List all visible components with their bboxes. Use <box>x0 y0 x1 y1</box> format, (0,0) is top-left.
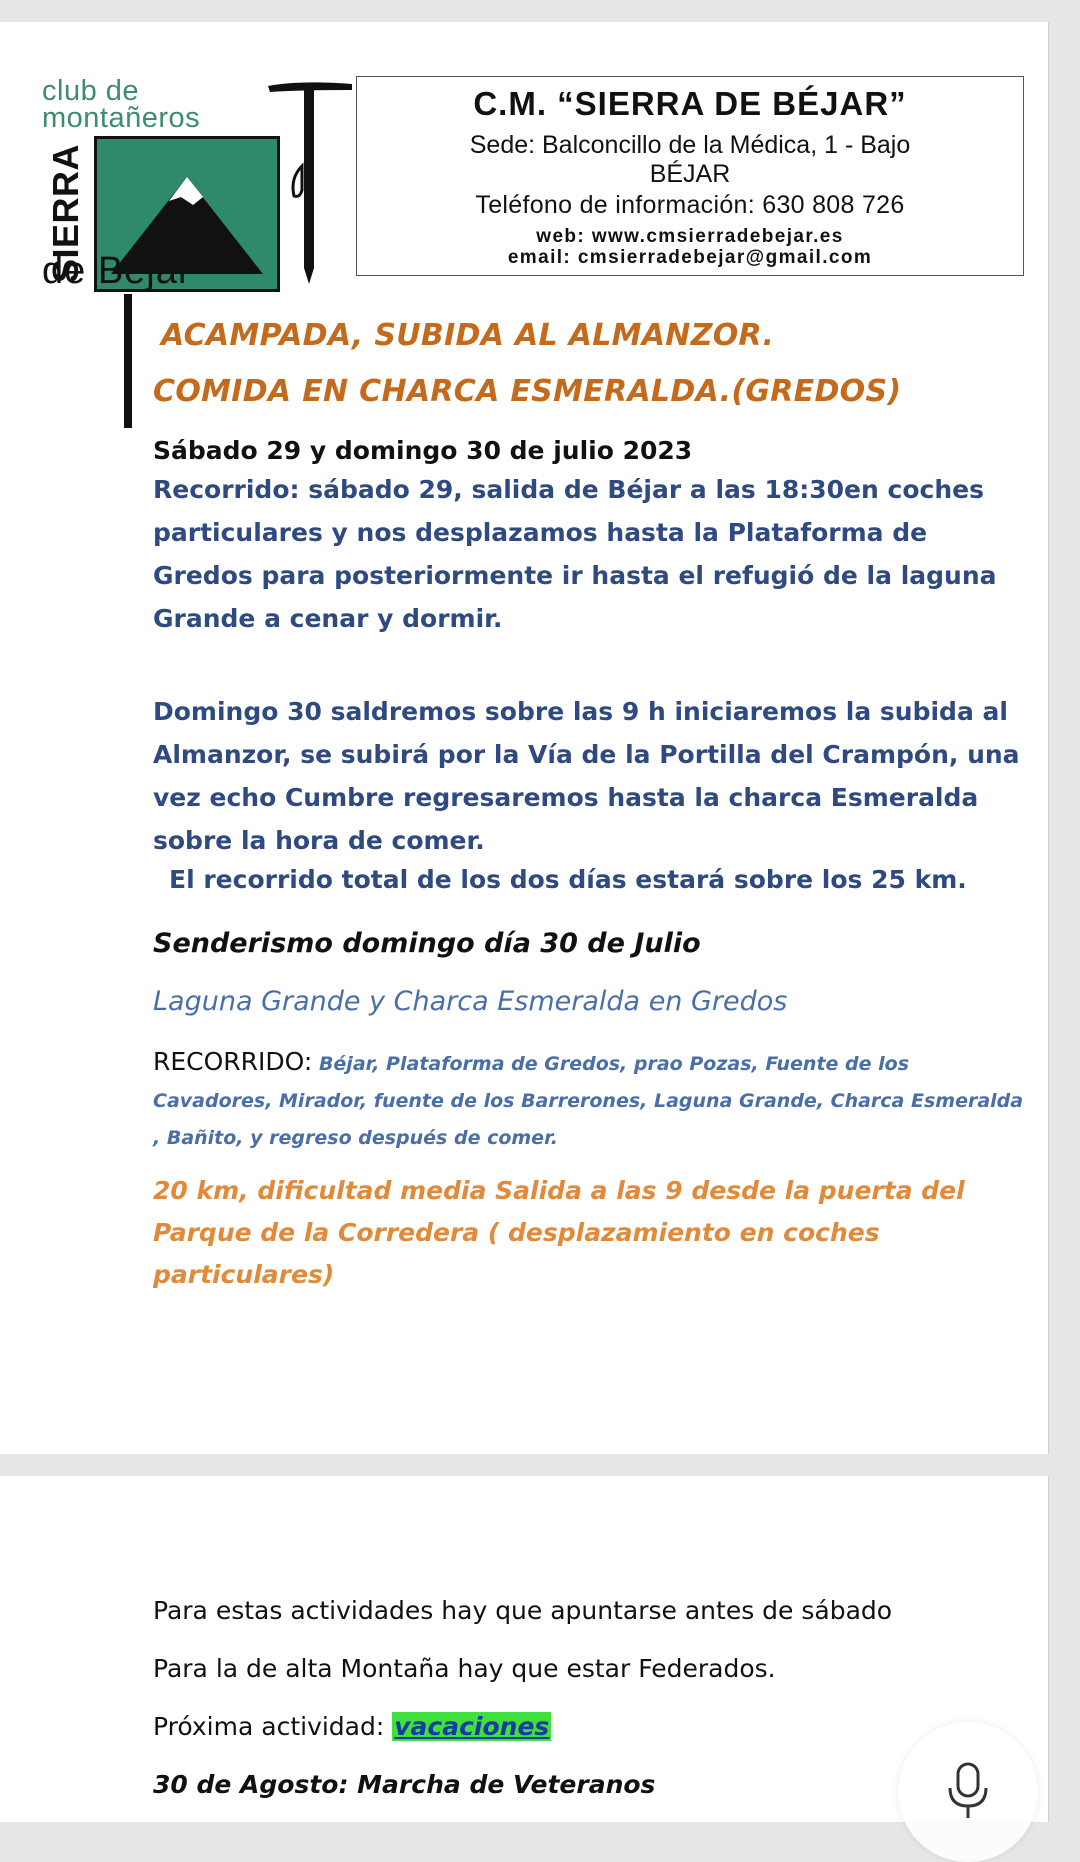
next-activity-value: vacaciones <box>394 1712 550 1741</box>
logo-sierra-text: SIERRA <box>45 143 86 283</box>
hiking-title: Senderismo domingo día 30 de Julio <box>153 928 701 959</box>
hiking-route <box>153 1044 1033 1157</box>
veterans-note: 30 de Agosto: Marcha de Veteranos <box>153 1770 656 1799</box>
document-page-2 <box>0 1476 1049 1822</box>
document-page-1 <box>0 22 1049 1454</box>
activity-title-line1: ACAMPADA, SUBIDA AL ALMANZOR. <box>161 318 775 353</box>
route-sunday: Domingo 30 saldremos sobre las 9 h iniciaremos la subida al Almanzor, se subirá por la Vía de la Portilla del Crampón, una vez echo Cumbre regresaremos hasta la charca Esmeralda sobre la hora de comer. <box>153 697 1020 855</box>
federated-note: Para la de alta Montaña hay que estar Federados. <box>153 1654 776 1683</box>
mic-icon <box>946 1762 990 1822</box>
activity-title-line2: COMIDA EN CHARCA ESMERALDA.(GREDOS) <box>153 374 902 409</box>
route-saturday: Recorrido: sábado 29, salida de Béjar a las 18:30en coches particulares y nos desplazamos hasta la Plataforma de Gredos para posteriormente ir hasta el refugió de la laguna Grande a cenar y dormir. <box>153 475 997 633</box>
club-contact-box <box>356 76 1024 276</box>
hiking-route-text: Béjar, Plataforma de Gredos, prao Pozas, Fuente de los Cavadores, Mirador, fuente de los Barrerones, Laguna Grande, Charca Esmeralda , Bañito, y regreso después de comer. <box>153 1053 1024 1149</box>
club-email: email: cmsierradebejar@gmail.com <box>507 247 873 268</box>
route-total: El recorrido total de los dos días estará sobre los 25 km. <box>169 865 967 894</box>
club-name: C.M. “SIERRA DE BÉJAR” <box>473 85 907 122</box>
next-activity-label: Próxima actividad: <box>153 1712 393 1741</box>
club-website: web: www.cmsierradebejar.es <box>536 226 844 247</box>
club-phone: Teléfono de información: 630 808 726 <box>475 191 905 219</box>
title-accent-bar <box>124 294 132 428</box>
logo-club-text: club de montañeros <box>42 75 201 134</box>
next-activity <box>153 1712 551 1741</box>
voice-input-button[interactable] <box>898 1722 1038 1862</box>
hiking-details: 20 km, dificultad media Salida a las 9 desde la puerta del Parque de la Corredera ( desplazamiento en coches particulares) <box>153 1176 965 1289</box>
club-address: Sede: Balconcillo de la Médica, 1 - Bajo BÉJAR <box>469 131 911 188</box>
hiking-subtitle: Laguna Grande y Charca Esmeralda en Gredos <box>153 986 788 1017</box>
logo-de-bejar-text: de Béjar <box>42 250 192 292</box>
signup-note: Para estas actividades hay que apuntarse antes de sábado <box>153 1596 893 1625</box>
activity-date: Sábado 29 y domingo 30 de julio 2023 <box>153 436 693 465</box>
hiking-route-label: RECORRIDO: <box>153 1047 313 1076</box>
club-logo <box>40 75 340 292</box>
